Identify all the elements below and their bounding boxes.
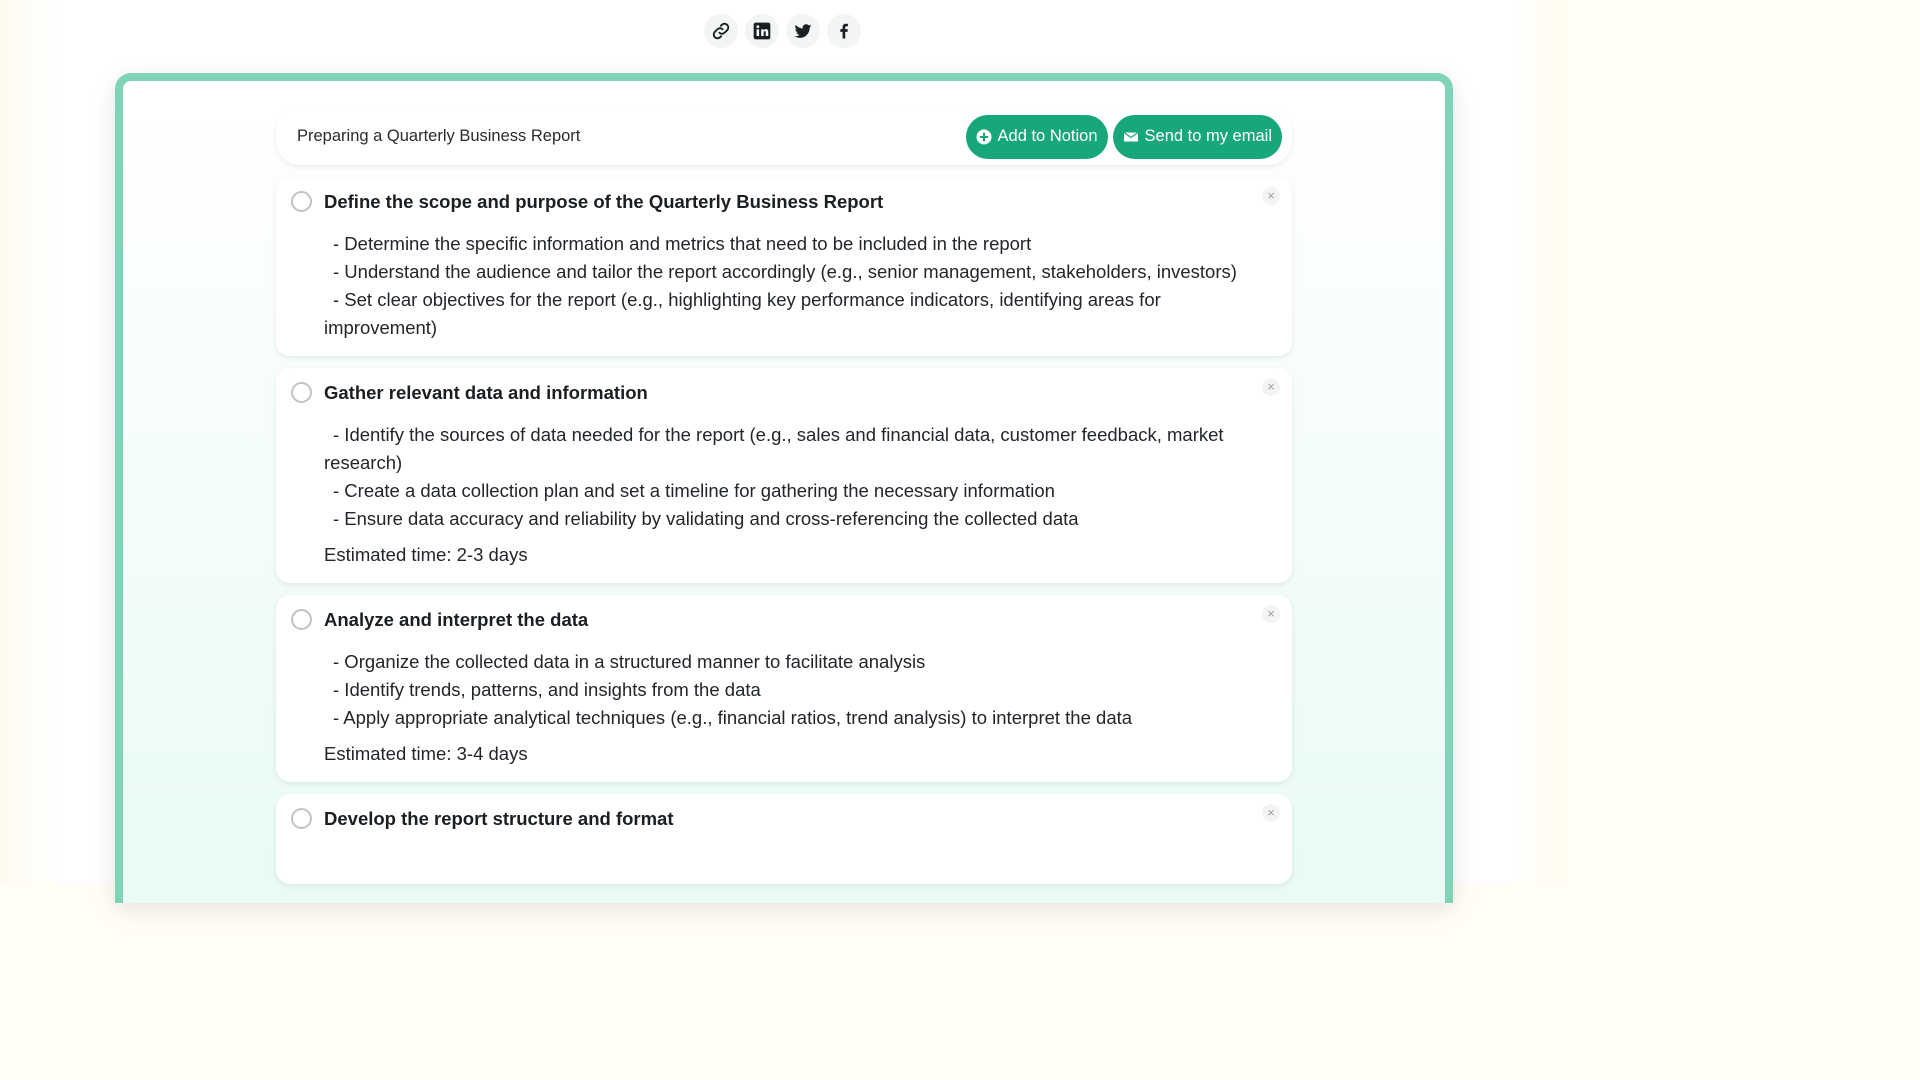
- envelope-icon: [1123, 129, 1139, 145]
- step-detail-line: - Create a data collection plan and set a timeline for gathering the necessary information: [333, 480, 1055, 501]
- step-checkbox[interactable]: [291, 808, 312, 829]
- step-details: [324, 648, 1242, 732]
- step-card: [276, 595, 1292, 782]
- steps-container: [276, 108, 1292, 884]
- step-detail-line: - Identify trends, patterns, and insights from the data: [333, 679, 761, 700]
- copy-link-button[interactable]: [704, 14, 738, 48]
- step-detail-line: - Apply appropriate analytical techniques (e.g., financial ratios, trend analysis) to interpret the data: [333, 707, 1133, 728]
- step-card: [276, 177, 1292, 356]
- main-frame: [115, 73, 1453, 903]
- step-card: [276, 368, 1292, 583]
- step-title: Define the scope and purpose of the Quarterly Business Report: [324, 191, 884, 212]
- send-to-email-button[interactable]: [1113, 115, 1282, 159]
- close-icon[interactable]: ×: [1262, 187, 1280, 205]
- estimated-time: Estimated time: 3-4 days: [324, 743, 528, 764]
- report-header: [276, 108, 1292, 165]
- close-icon[interactable]: ×: [1262, 605, 1280, 623]
- plus-circle-icon: [976, 129, 992, 145]
- linkedin-icon: [752, 21, 772, 41]
- step-title: Develop the report structure and format: [324, 808, 674, 829]
- step-card: [276, 794, 1292, 884]
- step-checkbox[interactable]: [291, 609, 312, 630]
- step-detail-line: - Identify the sources of data needed for the report (e.g., sales and financial data, customer feedback, market research): [324, 424, 1224, 473]
- step-checkbox[interactable]: [291, 382, 312, 403]
- step-detail-line: - Ensure data accuracy and reliability by validating and cross-referencing the collected data: [333, 508, 1079, 529]
- step-details: [324, 421, 1242, 533]
- add-to-notion-label: Add to Notion: [997, 127, 1098, 145]
- step-detail-line: - Understand the audience and tailor the report accordingly (e.g., senior management, stakeholders, investors): [333, 261, 1237, 282]
- twitter-icon: [793, 21, 813, 41]
- add-to-notion-button[interactable]: [966, 115, 1108, 159]
- estimated-time: Estimated time: 2-3 days: [324, 544, 528, 565]
- close-icon[interactable]: ×: [1262, 804, 1280, 822]
- header-actions: [966, 115, 1282, 159]
- step-detail-line: - Set clear objectives for the report (e.g., highlighting key performance indicators, identifying areas for improvement): [324, 289, 1161, 338]
- step-detail-line: - Organize the collected data in a structured manner to facilitate analysis: [333, 651, 926, 672]
- step-title: Gather relevant data and information: [324, 382, 648, 403]
- send-to-email-label: Send to my email: [1144, 127, 1272, 145]
- step-detail-line: - Determine the specific information and metrics that need to be included in the report: [333, 233, 1032, 254]
- close-icon[interactable]: ×: [1262, 378, 1280, 396]
- step-title: Analyze and interpret the data: [324, 609, 589, 630]
- link-icon: [711, 21, 731, 41]
- step-details: [324, 230, 1242, 342]
- step-checkbox[interactable]: [291, 191, 312, 212]
- share-linkedin-button[interactable]: [745, 14, 779, 48]
- share-bar: [704, 14, 861, 48]
- facebook-icon: [834, 21, 854, 41]
- report-title: Preparing a Quarterly Business Report: [297, 127, 581, 145]
- share-twitter-button[interactable]: [786, 14, 820, 48]
- share-facebook-button[interactable]: [827, 14, 861, 48]
